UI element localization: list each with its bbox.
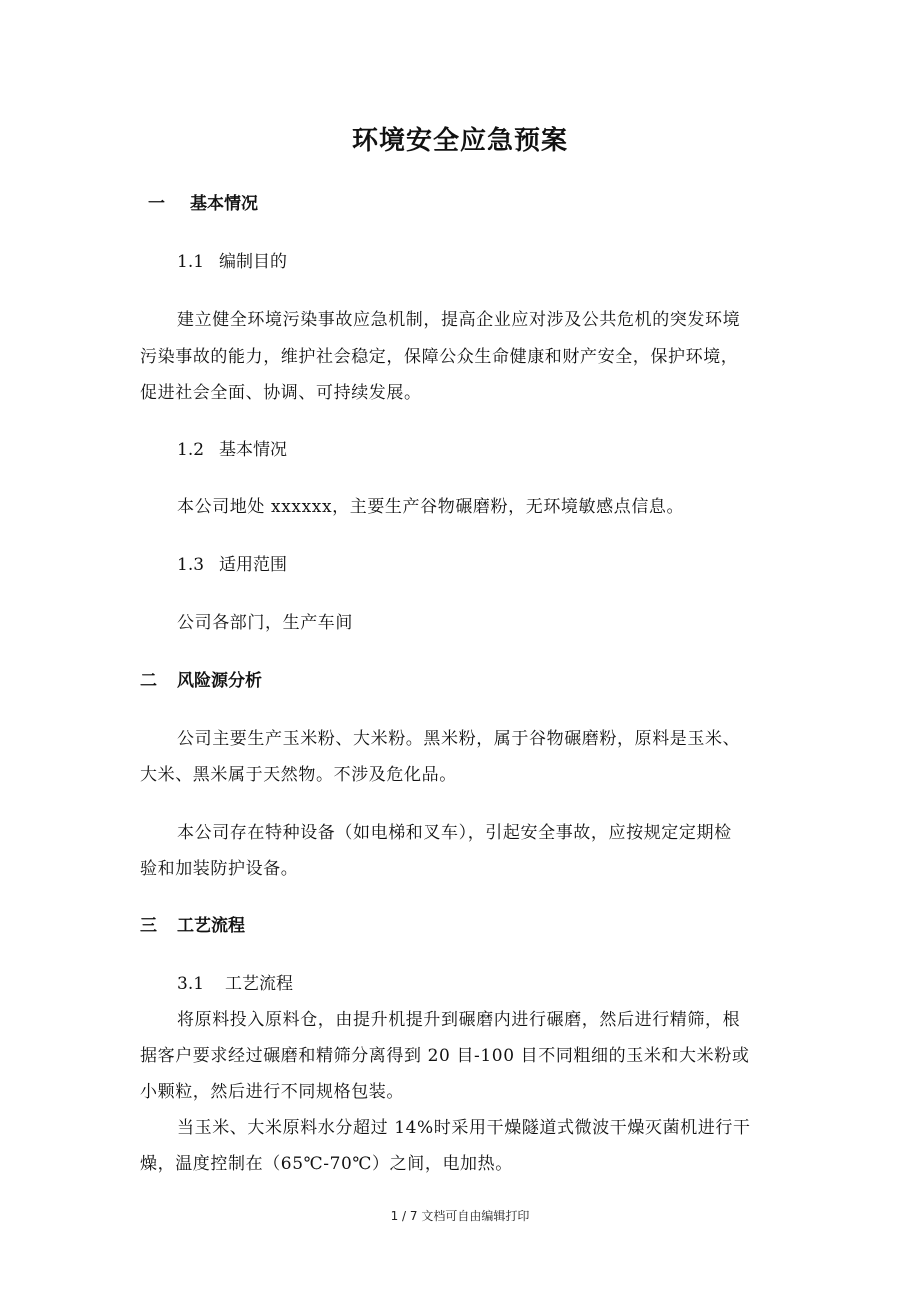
paragraph-line: 本公司地处 xxxxxx，主要生产谷物碾磨粉，无环境敏感点信息。 bbox=[177, 497, 685, 517]
paragraph-line: 大米、黑米属于天然物。不涉及危化品。 bbox=[140, 765, 457, 785]
subsection-heading-3-1 bbox=[177, 969, 293, 994]
section-heading-3 bbox=[140, 911, 245, 936]
paragraph-line: 据客户要求经过碾磨和精筛分离得到 20 目-100 目不同粗细的玉米和大米粉或 bbox=[140, 1046, 750, 1066]
subsection-title: 编制目的 bbox=[219, 252, 287, 272]
subsection-heading-1-3 bbox=[177, 550, 287, 575]
section-number: 一 bbox=[148, 194, 165, 214]
paragraph-line: 公司各部门，生产车间 bbox=[177, 613, 353, 633]
section-heading-2 bbox=[140, 666, 262, 691]
page-footer: 1 / 7 文档可自由编辑打印 bbox=[390, 1209, 530, 1223]
subsection-heading-1-1 bbox=[177, 247, 287, 272]
subsection-number: 1.2 bbox=[177, 440, 205, 460]
paragraph-line: 本公司存在特种设备（如电梯和叉车），引起安全事故，应按规定定期检 bbox=[177, 823, 732, 843]
paragraph-line: 促进社会全面、协调、可持续发展。 bbox=[140, 383, 422, 403]
paragraph-line: 污染事故的能力，维护社会稳定，保障公众生命健康和财产安全，保护环境， bbox=[140, 347, 739, 367]
subsection-number: 1.1 bbox=[177, 252, 205, 272]
paragraph-line: 小颗粒，然后进行不同规格包装。 bbox=[140, 1082, 404, 1102]
subsection-title: 工艺流程 bbox=[225, 974, 293, 994]
section-number: 三 bbox=[140, 916, 157, 936]
paragraph-line: 建立健全环境污染事故应急机制，提高企业应对涉及公共危机的突发环境 bbox=[177, 310, 741, 330]
section-title: 风险源分析 bbox=[177, 671, 262, 691]
subsection-number: 1.3 bbox=[177, 555, 205, 575]
subsection-heading-1-2 bbox=[177, 435, 287, 460]
section-title: 基本情况 bbox=[190, 194, 258, 214]
paragraph-line: 公司主要生产玉米粉、大米粉。黑米粉，属于谷物碾磨粉，原料是玉米、 bbox=[177, 729, 741, 749]
subsection-title: 基本情况 bbox=[219, 440, 287, 460]
section-heading-1 bbox=[148, 189, 258, 214]
document-title: 环境安全应急预案 bbox=[351, 126, 568, 156]
paragraph-line: 将原料投入原料仓，由提升机提升到碾磨内进行碾磨，然后进行精筛，根 bbox=[177, 1010, 741, 1030]
section-title: 工艺流程 bbox=[177, 916, 245, 936]
subsection-number: 3.1 bbox=[177, 974, 205, 994]
paragraph-line: 当玉米、大米原料水分超过 14%时采用干燥隧道式微波干燥灭菌机进行干 bbox=[177, 1118, 751, 1138]
paragraph-line: 验和加装防护设备。 bbox=[140, 859, 299, 879]
section-number: 二 bbox=[140, 671, 157, 691]
paragraph-line: 燥，温度控制在（65℃-70℃）之间，电加热。 bbox=[140, 1154, 513, 1174]
subsection-title: 适用范围 bbox=[219, 555, 287, 575]
